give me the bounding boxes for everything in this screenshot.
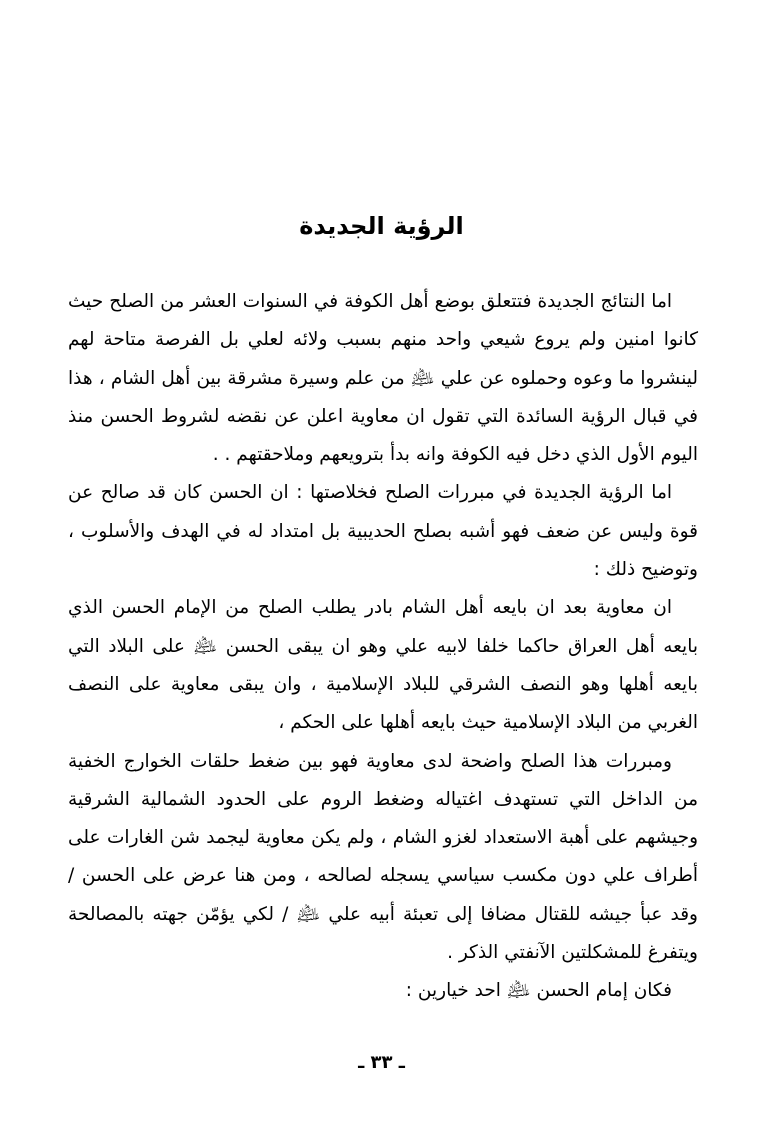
page-number: ـ ٣٣ ـ — [358, 1052, 405, 1073]
body-text — [68, 283, 698, 1011]
page-title: الرؤية الجديدة — [299, 212, 464, 240]
paragraph-reasons: ومبررات هذا الصلح واضحة لدى معاوية فهو بين ضغط حلقات الخوارج الخفية من الداخل التي تستهدف اغتياله وضغط الروم على الحدود الشمالية الشرقية وجيشهم على أهبة الاستعداد لغزو الشام ، ولم يكن معاوية ليجمد شن الغارات على أطراف علي دون مكسب سياسي يسجله لصالحه ، ومن هنا عرض على الحسن /وقد عبأ جيشه للقتال مضافا إلى تعبئة أبيه علي ﵇ / لكي يؤمّن جهته بالمصالحة ويتفرغ للمشكلتين الآنفتي الذكر . — [68, 750, 698, 964]
paragraph-muawiya-offer: ان معاوية بعد ان بايعه أهل الشام بادر يطلب الصلح من الإمام الحسن الذي بايعه أهل العراق حاكما خلفا لابيه علي وهو ان يبقى الحسن ﵇ على البلاد التي بايعه أهلها وهو النصف الشرقي للبلاد الإسلامية ، وان يبقى معاوية على النصف الغربي من البلاد الإسلامية حيث بايعه أهلها على الحكم ، — [68, 597, 698, 734]
paragraph-results: اما النتائج الجديدة فتتعلق بوضع أهل الكوفة في السنوات العشر من الصلح حيث كانوا امنين ولم يروع شيعي واحد منهم بسبب ولائه لعلي بل الفرصة متاحة لهم لينشروا ما وعوه وحملوه عن علي ﵇ من علم وسيرة مشرقة بين أهل الشام ، هذا في قبال الرؤية السائدة التي تقول ان معاوية اعلن عن نقضه لشروط الحسن منذ اليوم الأول الذي دخل فيه الكوفة وانه بدأ بترويعهم وملاحقتهم . . — [68, 291, 698, 466]
paragraph-choices: فكان إمام الحسن ﵇ احد خيارين : — [405, 980, 672, 1002]
paragraph-justifications: اما الرؤية الجديدة في مبررات الصلح فخلاصتها : ان الحسن كان قد صالح عن قوة وليس عن ضعف فهو أشبه بصلح الحديبية بل امتداد له في الهدف والأسلوب ، وتوضيح ذلك : — [68, 482, 698, 581]
